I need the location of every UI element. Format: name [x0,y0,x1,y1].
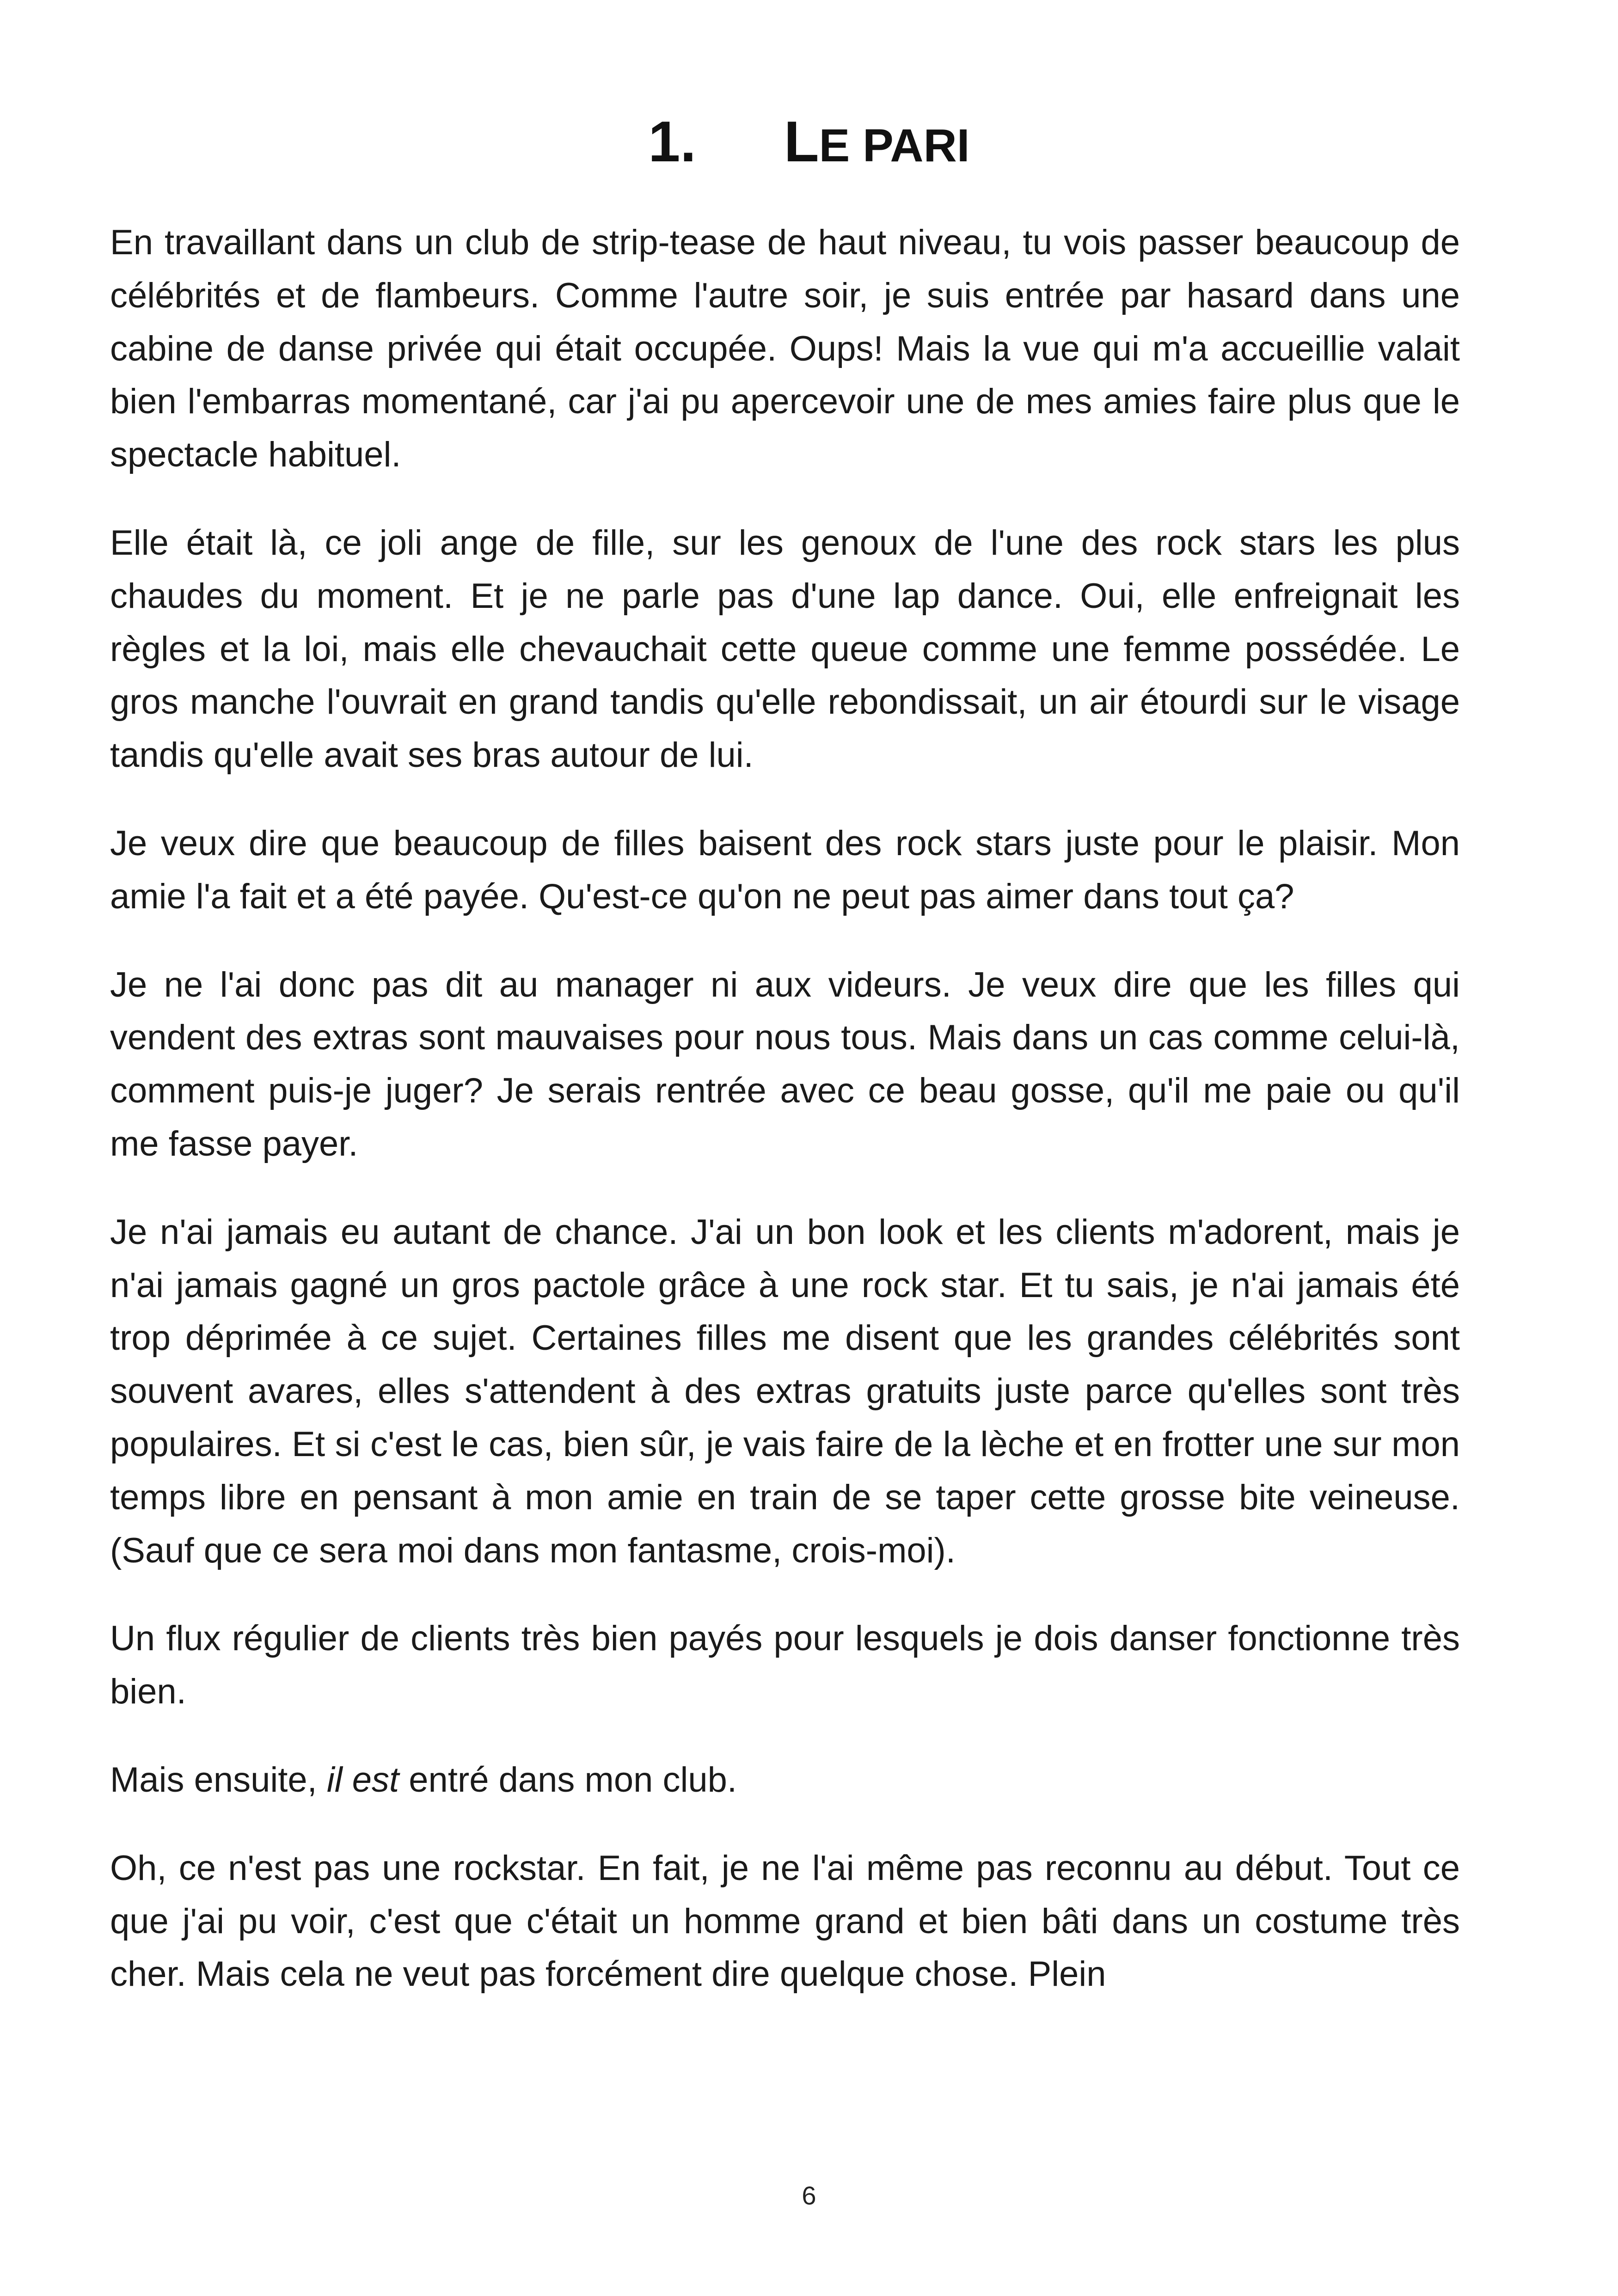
paragraph: Je veux dire que beaucoup de filles baisent des rock stars juste pour le plaisir. Mon amie l'a fait et a été payée. Qu'est-ce qu'on ne peut pas aimer dans tout ça? [110,823,1460,916]
paragraph: En travaillant dans un club de strip-tease de haut niveau, tu vois passer beaucoup de célébrités et de flambeurs. Comme l'autre soir, je suis entrée par hasard dans une cabine de danse privée qui était occupée. Oups! Mais la vue qui m'a accueillie valait bien l'embarras momentané, car j'ai pu apercevoir une de mes amies faire plus que le spectacle habituel. [110,223,1460,475]
paragraph-emphasis [110,1754,1460,1807]
body-text [110,216,1460,2001]
page-number: 6 [802,2181,816,2210]
chapter-title [0,110,1618,174]
paragraph: Un flux régulier de clients très bien payés pour lesquels je dois danser fonctionne très bien. [110,1619,1460,1712]
paragraph-emphasis-text: il est [326,1760,399,1800]
paragraph-text-before: Mais ensuite, [110,1760,327,1800]
paragraph: Je ne l'ai donc pas dit au manager ni aux videurs. Je veux dire que les filles qui vendent des extras sont mauvaises pour nous tous. Mais dans un cas comme celui-là, comment puis-je juger? Je serais rentrée avec ce beau gosse, qu'il me paie ou qu'il me fasse payer. [110,965,1460,1163]
paragraph: Je n'ai jamais eu autant de chance. J'ai un bon look et les clients m'adorent, mais je n'ai jamais gagné un gros pactole grâce à une rock star. Et tu sais, je n'ai jamais été trop déprimée à ce sujet. Certaines filles me disent que les grandes célébrités sont souvent avares, elles s'attendent à des extras gratuits juste parce qu'elles sont très populaires. Et si c'est le cas, bien sûr, je vais faire de la lèche et en frotter une sur mon temps libre en pensant à mon amie en train de se taper cette grosse bite veineuse. (Sauf que ce sera moi dans mon fantasme, crois-moi). [110,1212,1460,1570]
chapter-name-rest: E PARI [819,120,970,171]
paragraph: Elle était là, ce joli ange de fille, sur les genoux de l'une des rock stars les plus chaudes du moment. Et je ne parle pas d'une lap dance. Oui, elle enfreignait les règles et la loi, mais elle chevauchait cette queue comme une femme possédée. Le gros manche l'ouvrait en grand tandis qu'elle rebondissait, un air étourdi sur le visage tandis qu'elle avait ses bras autour de lui. [110,523,1460,775]
chapter-number: 1. [648,110,696,174]
chapter-name [784,110,970,174]
chapter-name-initial: L [784,110,819,174]
paragraph-continued: Oh, ce n'est pas une rockstar. En fait, je ne l'ai même pas reconnu au début. Tout ce que j'ai pu voir, c'est que c'était un homme grand et bien bâti dans un costume très cher. Mais cela ne veut pas forcément dire quelque chose. Plein [110,1848,1460,1994]
paragraph-text-after: entré dans mon club. [399,1760,737,1800]
